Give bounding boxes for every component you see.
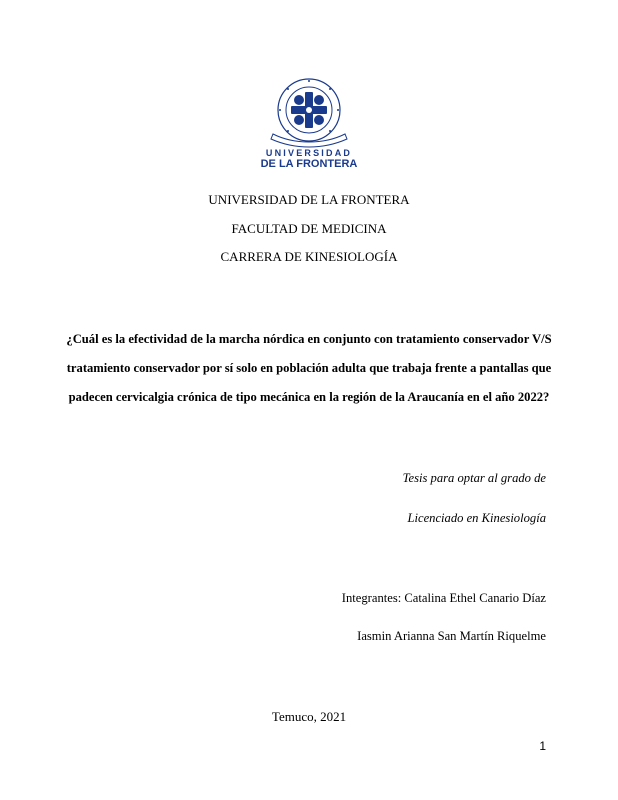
thesis-title-line-1: ¿Cuál es la efectividad de la marcha nórdica en conjunto con tratamiento conservador V/S bbox=[66, 332, 552, 346]
place-date: Temuco, 2021 bbox=[271, 709, 347, 724]
members-line-2: Iasmin Arianna San Martín Riquelme bbox=[357, 629, 546, 643]
members-line-1: Integrantes: Catalina Ethel Canario Díaz bbox=[341, 591, 546, 605]
university-logo bbox=[259, 76, 359, 168]
thesis-title-line-3: padecen cervicalgia crónica de tipo mecánica en la región de la Araucanía en el año 2022? bbox=[68, 390, 550, 404]
logo-line-1: UNIVERSIDAD bbox=[265, 148, 353, 158]
career-name: CARRERA DE KINESIOLOGÍA bbox=[220, 249, 398, 264]
thesis-title-line-2: tratamiento conservador por sí solo en población adulta que trabaja frente a pantallas que bbox=[66, 361, 552, 375]
page-number: 1 bbox=[539, 739, 546, 753]
degree-purpose: Tesis para optar al grado de bbox=[402, 471, 546, 485]
degree-name: Licenciado en Kinesiología bbox=[407, 511, 546, 525]
logo-line-2: DE LA FRONTERA bbox=[260, 158, 358, 168]
university-name: UNIVERSIDAD DE LA FRONTERA bbox=[208, 192, 410, 207]
faculty-name: FACULTAD DE MEDICINA bbox=[231, 221, 387, 236]
university-seal-icon bbox=[259, 76, 359, 168]
